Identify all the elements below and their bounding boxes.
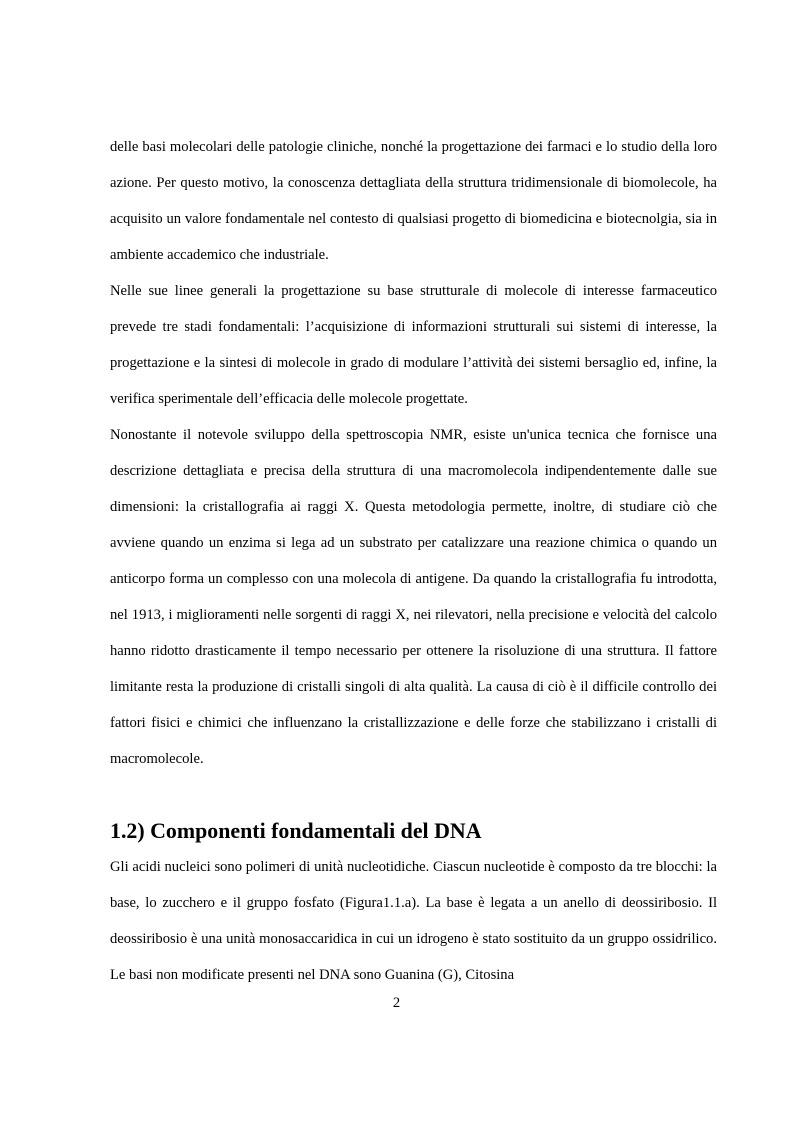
paragraph-drug-design-stages: Nelle sue linee generali la progettazione su base strutturale di molecole di interesse farmaceutico prevede tre stadi fondamentali: l’acquisizione di informazioni strutturali sui sistemi di interesse, la progettazione e la sintesi di molecole in grado di modulare l’attività dei sistemi bersaglio ed, infine, la verifica sperimentale dell’efficacia delle molecole progettate. — [110, 283, 717, 407]
paragraph-nucleic-acids: Gli acidi nucleici sono polimeri di unità nucleotidiche. Ciascun nucleotide è composto da tre blocchi: la base, lo zucchero e il gruppo fosfato (Figura1.1.a). La base è legata a un anello di deossiribosio. Il deossiribosio è una unità monosaccaridica in cui un idrogeno è stato sostituito da un gruppo ossidrilico. Le basi non modificate presenti nel DNA sono Guanina (G), Citosina — [110, 859, 717, 983]
page-number: 2 — [392, 995, 401, 1011]
page-body — [110, 129, 717, 993]
paragraph-molecular-basis: delle basi molecolari delle patologie cliniche, nonché la progettazione dei farmaci e lo studio della loro azione. Per questo motivo, la conoscenza dettagliata della struttura tridimensionale di biomolecole, ha acquisito un valore fondamentale nel contesto di qualsiasi progetto di biomedicina e biotecnolgia, sia in ambiente accademico che industriale. — [110, 139, 717, 263]
paragraph-x-ray-crystallography: Nonostante il notevole sviluppo della spettroscopia NMR, esiste un'unica tecnica che fornisce una descrizione dettagliata e precisa della struttura di una macromolecola indipendentemente dalle sue dimensioni: la cristallografia ai raggi X. Questa metodologia permette, inoltre, di studiare ciò che avviene quando un enzima si lega ad un substrato per catalizzare una reazione chimica o quando un anticorpo forma un complesso con una molecola di antigene. Da quando la cristallografia fu introdotta, nel 1913, i miglioramenti nelle sorgenti di raggi X, nei rilevatori, nella precisione e velocità del calcolo hanno ridotto drasticamente il tempo necessario per ottenere la risoluzione di una struttura. Il fattore limitante resta la produzione di cristalli singoli di alta qualità. La causa di ciò è il difficile controllo dei fattori fisici e chimici che influenzano la cristallizzazione e delle forze che stabilizzano i cristalli di macromolecole. — [110, 427, 717, 767]
section-heading-dna-components: 1.2) Componenti fondamentali del DNA — [110, 818, 482, 843]
